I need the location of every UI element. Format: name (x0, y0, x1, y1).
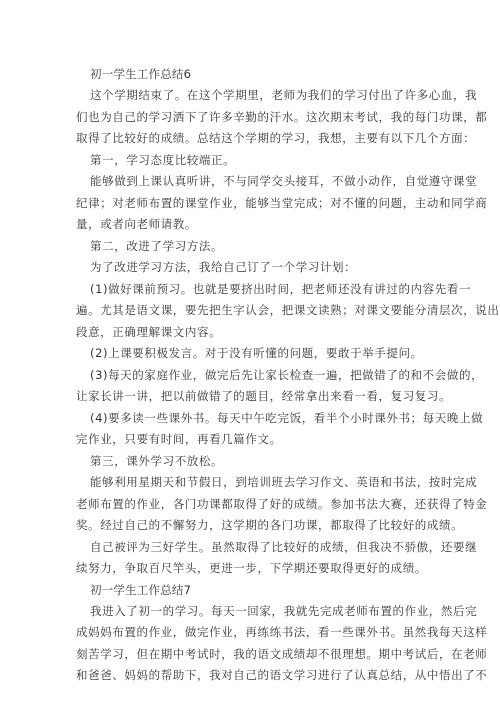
paragraph-line: 能够利用星期天和节假日，到培训班去学习作文、英语和书法，按时完成 (90, 475, 478, 489)
paragraph-line: 第三，课外学习不放松。 (90, 453, 224, 468)
paragraph-line: 和爸爸、妈妈的帮助下，我对自己的语文学习进行了认真总结，从中悟出了不 (76, 668, 488, 682)
paragraph-line: (1)做好课前预习。也就是要挤出时间，把老师还没有讲过的内容先看一 (90, 281, 472, 296)
paragraph-line: 这个学期结束了。在这个学期里，老师为我们的学习付出了许多心血，我 (90, 88, 478, 102)
paragraph-line: 我进入了初一的学习。每天一回家，我就先完成老师布置的作业，然后完 (90, 603, 478, 618)
paragraph (76, 279, 500, 344)
paragraph-line: 段意，正确理解课文内容。 (76, 324, 222, 339)
paragraph (76, 171, 488, 236)
paragraph-line: 遍。尤其是语文课，要先把生字认会，把课文读熟；对课文要能分清层次，说出 (76, 303, 500, 317)
paragraph-line: 第二，改进了学习方法。 (90, 238, 224, 253)
section-title: 初一学生工作总结7 (90, 582, 192, 597)
paragraph (76, 451, 426, 473)
paragraph-line: 取得了比较好的成绩。总结这个学期的学习，我想，主要有以下几个方面： (76, 131, 476, 145)
paragraph (76, 537, 478, 580)
paragraph-line: (3)每天的家庭作业，做完后先让家长检查一遍，把做错了的和不会做的， (90, 367, 484, 382)
paragraph-line: 刻苦学习，但在期中考试时，我的语文成绩却不很理想。期中考试后，在老师 (76, 646, 488, 661)
paragraph-line: 们也为自己的学习洒下了许多辛勤的汗水。这次期末考试，我的每门功课，都 (76, 109, 488, 124)
paragraph-line: 完作业，只要有时间，再看几篇作文。 (76, 432, 282, 446)
section-title: 初一学生工作总结6 (90, 67, 192, 81)
paragraph (76, 150, 426, 172)
paragraph (76, 236, 426, 258)
paragraph (76, 85, 488, 150)
paragraph (76, 257, 426, 279)
paragraph-line: 续努力，争取百尺竿头，更进一步，下学期还要取得更好的成绩。 (76, 561, 427, 575)
paragraph (76, 472, 488, 537)
paragraph-line: 能够做到上课认真听讲，不与同学交头接耳，不做小动作，自觉遵守课堂 (90, 174, 478, 188)
paragraph-line: 奖。经过自己的不懈努力，这学期的各门功课，都取得了比较好的成绩。 (76, 518, 464, 532)
paragraph-line: (2)上课要积极发言。对于没有听懂的问题，要敢于举手提问。 (90, 346, 423, 360)
paragraph-line: (4)要多读一些课外书。每天中午吃完饭，看半个小时课外书；每天晚上做 (90, 410, 484, 425)
paragraph (76, 343, 426, 365)
paragraph-line: 让家长讲一讲，把以前做错了的题目，经常拿出来看一看，复习复习。 (76, 389, 452, 403)
document-body (76, 64, 500, 687)
paragraph-line: 自己被评为三好学生。虽然取得了比较好的成绩，但我决不骄傲，还要继 (90, 539, 478, 554)
paragraph-line: 成妈妈布置的作业，做完作业，再练练书法，看一些课外书。虽然我每天这样 (76, 625, 488, 639)
paragraph-line: 老师布置的作业，各门功课都取得了好的成绩。参加书法大赛，还获得了特金 (76, 496, 488, 511)
paragraph-line: 量，或者向老师请教。 (76, 217, 197, 231)
paragraph (76, 365, 484, 408)
paragraph-line: 纪律；对老师布置的课堂作业，能够当堂完成；对不懂的问题，主动和同学商 (76, 195, 488, 210)
paragraph (76, 601, 488, 687)
paragraph-line: 为了改进学习方法，我给自己订了一个学习计划： (90, 260, 357, 274)
paragraph (76, 408, 484, 451)
paragraph-line: 第一，学习态度比较端正。 (90, 152, 236, 167)
